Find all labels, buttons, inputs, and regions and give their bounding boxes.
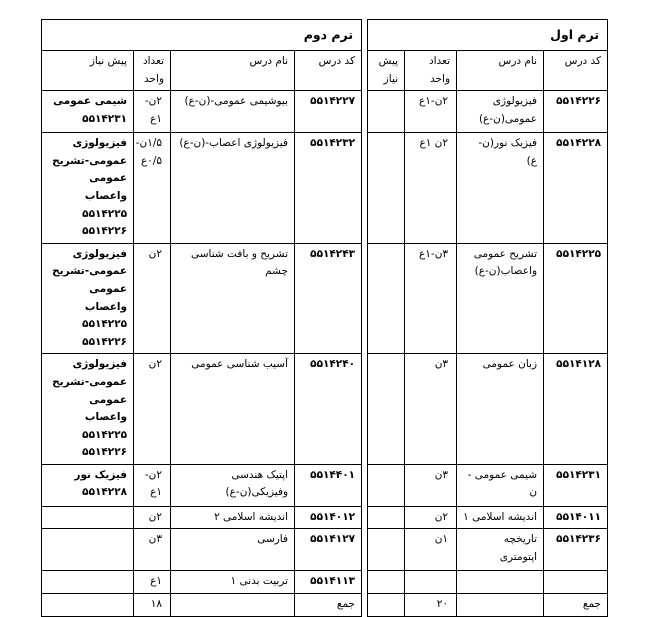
term2-course-code: ۵۵۱۴۴۰۱ [295,464,362,506]
term-title-row [42,20,608,51]
term1-course-code: ۵۵۱۴۲۲۸ [544,133,608,244]
term2-course-prereq: فیزیک نور ۵۵۱۴۲۲۸ [42,464,134,506]
term2-course-prereq: فیزیولوژی عمومی-تشریح عمومی واعصاب ۵۵۱۴۲۲۵ ۵۵۱۴۲۲۶ [42,243,134,354]
column-gap [362,506,368,529]
column-gap [362,91,368,133]
term1-course-code: ۵۵۱۴۲۳۶ [544,529,608,571]
term1-course-name: فیزیولوژی عمومی(ن-ع) [457,91,544,133]
column-gap [362,243,368,354]
column-gap [362,20,368,51]
term1-course-name: زبان عمومی [457,354,544,465]
term1-course-name: تاریخچه اپتومتری [457,529,544,571]
term2-course-units: ۱ع [134,571,171,594]
term2-title: ترم دوم [42,20,362,51]
course-row [42,91,608,133]
term2-course-units: ۲ن [134,243,171,354]
term1-course-code [544,571,608,594]
term1-course-name: اندیشه اسلامی ۱ [457,506,544,529]
term1-course-prereq [368,506,405,529]
term1-course-units: ۲ن [405,506,457,529]
column-gap [362,354,368,465]
term1-header-name: نام درس [457,51,544,91]
term1-course-units [405,571,457,594]
term2-course-prereq: فیزیولوژی عمومی-تشریح عمومی واعصاب ۵۵۱۴۲۲۵ ۵۵۱۴۲۲۶ [42,354,134,465]
course-row [42,464,608,506]
term2-course-units: ۲ن [134,506,171,529]
term2-course-prereq: فیزیولوژی عمومی-تشریح عمومی واعصاب ۵۵۱۴۲۲۵ ۵۵۱۴۲۲۶ [42,133,134,244]
term2-course-units: ۳ن [134,529,171,571]
term2-course-code: ۵۵۱۴۲۳۲ [295,133,362,244]
term2-course-name: تربیت بدنی ۱ [171,571,295,594]
term2-course-code: ۵۵۱۴۱۲۷ [295,529,362,571]
term1-course-prereq [368,243,405,354]
course-row [42,354,608,465]
term1-header-code: کد درس [544,51,608,91]
term1-course-code: ۵۵۱۴۲۲۵ [544,243,608,354]
totals-row [42,594,608,617]
column-gap [362,571,368,594]
term1-total-blank [457,594,544,617]
term1-course-units: ۳ن [405,464,457,506]
header-row [42,51,608,91]
column-gap [362,51,368,91]
term2-course-name: فارسی [171,529,295,571]
term1-course-code: ۵۵۱۴۲۲۶ [544,91,608,133]
term1-course-units: ۲ن ۱ع [405,133,457,244]
term2-header-prereq: پیش نیاز [42,51,134,91]
term2-course-code: ۵۵۱۴۰۱۲ [295,506,362,529]
term1-course-code: ۵۵۱۴۰۱۱ [544,506,608,529]
term2-total-units: ۱۸ [134,594,171,617]
course-row [42,243,608,354]
term2-header-name: نام درس [171,51,295,91]
term1-header-prereq: پیش نیاز [368,51,405,91]
term1-title: ترم اول [368,20,608,51]
term2-course-name: تشریح و بافت شناسی چشم [171,243,295,354]
curriculum-table [41,19,608,617]
term2-course-prereq [42,506,134,529]
term2-total-blank [171,594,295,617]
term1-course-name: فیزیک نور(ن- ع) [457,133,544,244]
term1-course-units: ۲ن-۱ع [405,91,457,133]
term1-course-name: تشریح عمومی واعصاب(ن-ع) [457,243,544,354]
term1-course-prereq [368,464,405,506]
term1-header-units: تعداد واحد [405,51,457,91]
course-row [42,529,608,571]
term2-course-name: اپتیک هندسی وفیزیکی(ن-ع) [171,464,295,506]
term1-course-prereq [368,354,405,465]
term1-total-label: جمع [544,594,608,617]
term2-course-name: آسیب شناسی عمومی [171,354,295,465]
term1-course-code: ۵۵۱۴۲۳۱ [544,464,608,506]
term2-course-units: ۱/۵ن- ۰/۵ع [134,133,171,244]
term2-header-code: کد درس [295,51,362,91]
column-gap [362,529,368,571]
term2-course-code: ۵۵۱۴۲۲۷ [295,91,362,133]
term2-course-code: ۵۵۱۴۲۴۰ [295,354,362,465]
term1-course-units: ۳ن [405,354,457,465]
column-gap [362,594,368,617]
term2-header-units: تعداد واحد [134,51,171,91]
term2-course-name: بیوشیمی عمومی-(ن-ع) [171,91,295,133]
term2-course-prereq: شیمی عمومی ۵۵۱۴۲۳۱ [42,91,134,133]
term2-course-name: فیزیولوژی اعصاب-(ن-ع) [171,133,295,244]
term2-course-code: ۵۵۱۴۱۱۳ [295,571,362,594]
term1-course-prereq [368,571,405,594]
term2-course-units: ۲ن [134,354,171,465]
curriculum-body [42,20,608,617]
term2-total-blank [42,594,134,617]
term1-course-name [457,571,544,594]
term2-course-units: ۲ن- ۱ع [134,464,171,506]
term1-total-units: ۲۰ [405,594,457,617]
term1-course-code: ۵۵۱۴۱۲۸ [544,354,608,465]
term2-course-prereq [42,571,134,594]
course-row [42,506,608,529]
term1-course-prereq [368,91,405,133]
term2-course-code: ۵۵۱۴۲۴۳ [295,243,362,354]
term1-course-units: ۳ن-۱ع [405,243,457,354]
term2-course-name: اندیشه اسلامی ۲ [171,506,295,529]
term1-course-units: ۱ن [405,529,457,571]
term2-course-units: ۲ن- ۱ع [134,91,171,133]
column-gap [362,133,368,244]
term2-course-prereq [42,529,134,571]
term1-course-name: شیمی عمومی - ن [457,464,544,506]
course-row [42,133,608,244]
term1-course-prereq [368,133,405,244]
term2-total-label: جمع [295,594,362,617]
course-row [42,571,608,594]
term1-total-blank [368,594,405,617]
term1-course-prereq [368,529,405,571]
column-gap [362,464,368,506]
